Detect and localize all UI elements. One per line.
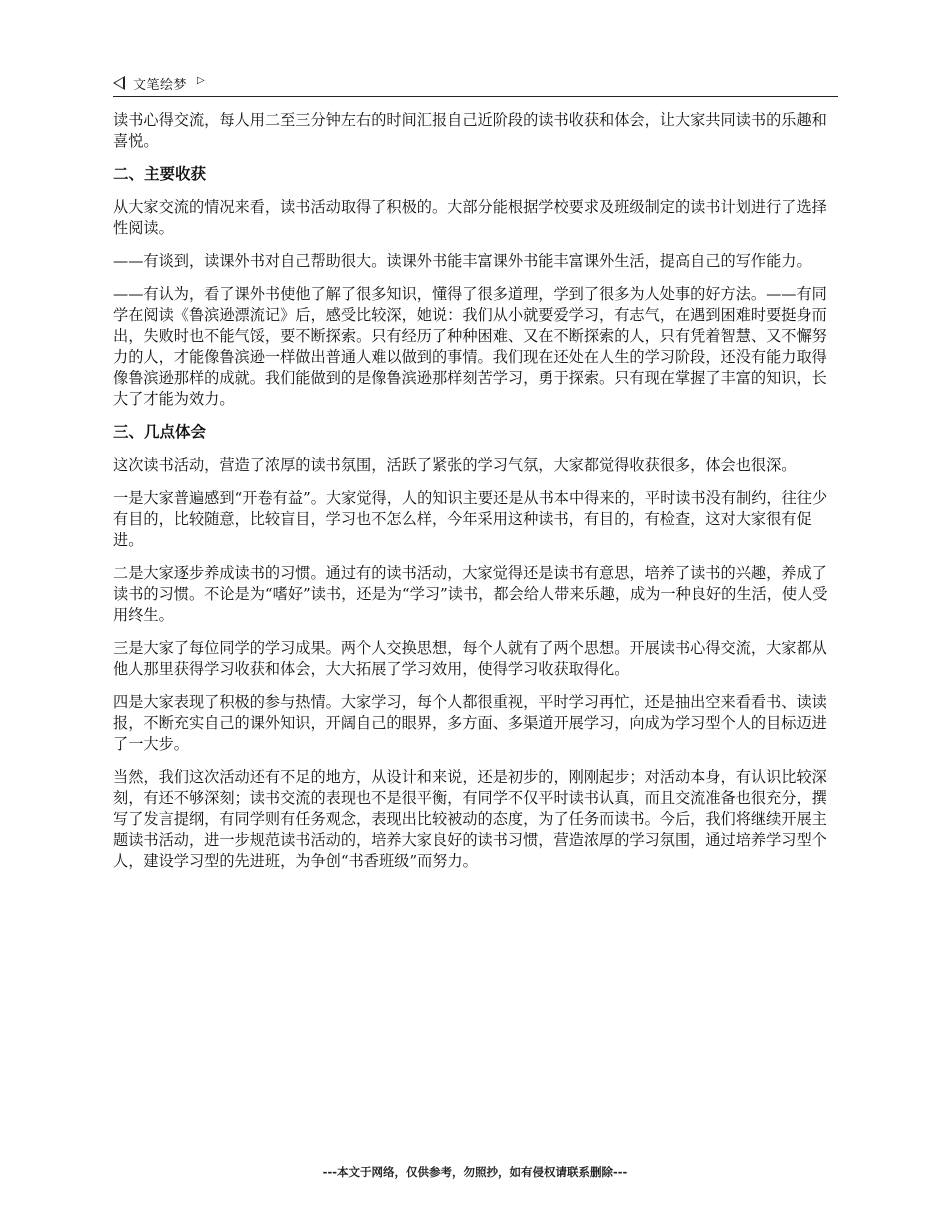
footer-disclaimer: ---本文于网络，仅供参考，勿照抄，如有侵权请联系删除---	[322, 1165, 628, 1179]
brand-title: 文笔绘梦	[133, 77, 188, 93]
paragraph-gains-overview: 从大家交流的情况来看，读书活动取得了积极的。大部分能根据学校要求及班级制定的读书计划进行了选择性阅读。	[113, 198, 827, 237]
page-header	[113, 70, 838, 97]
paragraph-gains-knowledge: ——有认为，看了课外书使他了解了很多知识，懂得了很多道理，学到了很多为人处事的好方法。——有同学在阅读《鲁滨逊漂流记》后，感受比较深，她说：我们从小就要爱学习，有志气，在遇到困难时要挺身而出，失败时也不能气馁，要不断探索。只有经历了种种困难、又在不断探索的人，只有凭着智慧、又不懈努力的人，才能像鲁滨逊一样做出普通人难以做到的事情。我们现在还处在人生的学习阶段，还没有能力取得像鲁滨逊那样的成就。我们能做到的是像鲁滨逊那样刻苦学习，勇于探索。只有现在掌握了丰富的知识，长大了才能为效力。	[113, 285, 827, 408]
document-body	[113, 110, 841, 884]
paragraph-reflection-four: 四是大家表现了积极的参与热情。大家学习，每个人都很重视，平时学习再忙，还是抽出空来看看书、读读报，不断充实自己的课外知识，开阔自己的眼界，多方面、多渠道开展学习，向成为学习型个人的目标迈进了一大步。	[113, 693, 827, 753]
paragraph-reflections-intro: 这次读书活动，营造了浓厚的读书氛围，活跃了紧张的学习气氛，大家都觉得收获很多，体会也很深。	[113, 456, 797, 474]
back-triangle-icon	[113, 76, 125, 90]
section-heading-reflections: 三、几点体会	[113, 423, 207, 441]
paragraph-reflection-two: 二是大家逐步养成读书的习惯。通过有的读书活动，大家觉得还是读书有意思，培养了读书的兴趣，养成了读书的习惯。不论是为“嗜好”读书，还是为“学习”读书，都会给人带来乐趣，成为一种良好的生活，使人受用终生。	[113, 564, 828, 624]
paragraph-gains-writing: ——有谈到，读课外书对自己帮助很大。读课外书能丰富课外书能丰富课外生活，提高自己的写作能力。	[113, 252, 812, 270]
paragraph-conclusion: 当然，我们这次活动还有不足的地方，从设计和来说，还是初步的，刚刚起步；对活动本身，有认识比较深刻，有还不够深刻；读书交流的表现也不是很平衡，有同学不仅平时读书认真，而且交流准备也很充分，撰写了发言提纲，有同学则有任务观念，表现出比较被动的态度，为了任务而读书。今后，我们将继续开展主题读书活动，进一步规范读书活动的，培养大家良好的读书习惯，营造浓厚的学习氛围，通过培养学习型个人，建设学习型的先进班，为争创“书香班级”而努力。	[113, 768, 827, 870]
paragraph-reflection-one: 一是大家普遍感到“开卷有益”。大家觉得，人的知识主要还是从书本中得来的，平时读书没有制约，往往少有目的，比较随意，比较盲目，学习也不怎么样，今年采用这种读书，有目的，有检查，这对大家很有促进。	[113, 489, 828, 549]
paragraph-intro: 读书心得交流，每人用二至三分钟左右的时间汇报自己近阶段的读书收获和体会，让大家共同读书的乐趣和喜悦。	[113, 111, 827, 150]
forward-triangle-icon: ▷	[197, 74, 205, 86]
section-heading-main-gains: 二、主要收获	[113, 165, 207, 183]
paragraph-reflection-three: 三是大家了每位同学的学习成果。两个人交换思想，每个人就有了两个思想。开展读书心得交流，大家都从他人那里获得学习收获和体会，大大拓展了学习效用，使得学习收获取得化。	[113, 639, 827, 678]
